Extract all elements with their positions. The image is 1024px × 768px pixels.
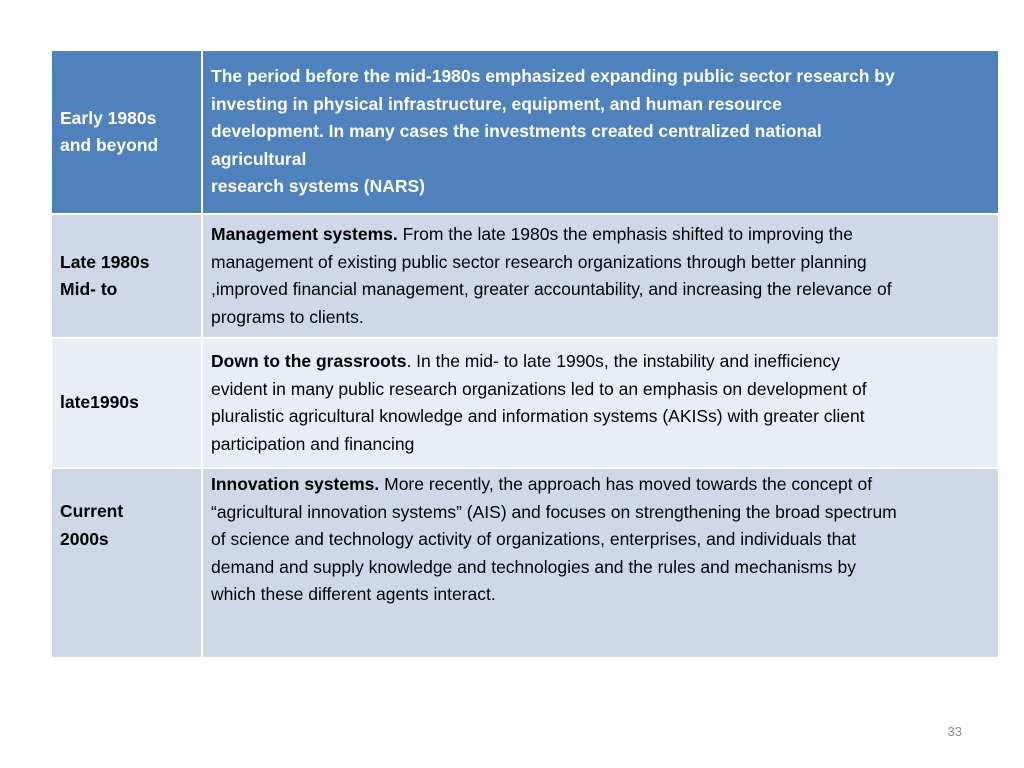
row-lead-heading: Innovation systems. xyxy=(211,474,380,494)
description-line: agricultural xyxy=(211,148,307,169)
evolution-table xyxy=(52,51,998,657)
description-text: From the late 1980s the emphasis shifted to improving the xyxy=(397,224,853,244)
table-row-current-2000s xyxy=(52,467,998,657)
description-line: pluralistic agricultural knowledge and information systems (AKISs) with greater client xyxy=(211,406,865,426)
description-text: More recently, the approach has moved towards the concept of xyxy=(379,474,873,494)
table-row-early-1980s xyxy=(52,51,998,213)
description-line: development. In many cases the investments created centralized national xyxy=(211,121,822,142)
description-cell xyxy=(203,337,998,467)
description-line: participation and financing xyxy=(211,433,415,454)
row-lead-heading: Down to the grassroots xyxy=(211,351,407,371)
description-text: . In the mid- to late 1990s, the instability and inefficiency xyxy=(406,351,840,371)
period-line: late1990s xyxy=(60,392,139,413)
description-cell xyxy=(203,213,998,337)
description-line: ,improved financial management, greater accountability, and increasing the relevance of xyxy=(211,279,892,299)
period-line: Current xyxy=(60,501,124,521)
table-row-late-1990s xyxy=(52,337,998,467)
description-line: programs to clients. xyxy=(211,306,364,327)
description-line: The period before the mid-1980s emphasized expanding public sector research by xyxy=(211,66,895,87)
period-line: Early 1980s xyxy=(60,107,157,128)
period-cell xyxy=(52,467,203,657)
description-line: evident in many public research organizations led to an emphasis on development of xyxy=(211,378,867,399)
period-line: Late 1980s xyxy=(60,251,150,272)
description-cell xyxy=(203,51,998,213)
period-line: 2000s xyxy=(60,528,109,549)
description-line: “agricultural innovation systems” (AIS) and focuses on strengthening the broad spectrum xyxy=(211,501,897,522)
row-lead-heading: Management systems. xyxy=(211,224,398,244)
description-line xyxy=(211,348,990,376)
description-line xyxy=(211,221,990,249)
table-row-late-1980s xyxy=(52,213,998,337)
period-cell xyxy=(52,337,203,467)
description-line: research systems (NARS) xyxy=(211,176,425,197)
description-line: which these different agents interact. xyxy=(211,584,496,604)
description-line: of science and technology activity of organizations, enterprises, and individuals that xyxy=(211,529,856,549)
description-line: demand and supply knowledge and technologies and the rules and mechanisms by xyxy=(211,556,857,577)
period-line: and beyond xyxy=(60,135,159,155)
description-line xyxy=(211,471,990,499)
description-cell xyxy=(203,467,998,657)
page-number: 33 xyxy=(947,724,962,739)
period-line: Mid- to xyxy=(60,279,118,299)
period-cell xyxy=(52,213,203,337)
period-cell xyxy=(52,51,203,213)
description-line: management of existing public sector research organizations through better planning xyxy=(211,251,867,272)
description-line: investing in physical infrastructure, equipment, and human resource xyxy=(211,93,782,114)
